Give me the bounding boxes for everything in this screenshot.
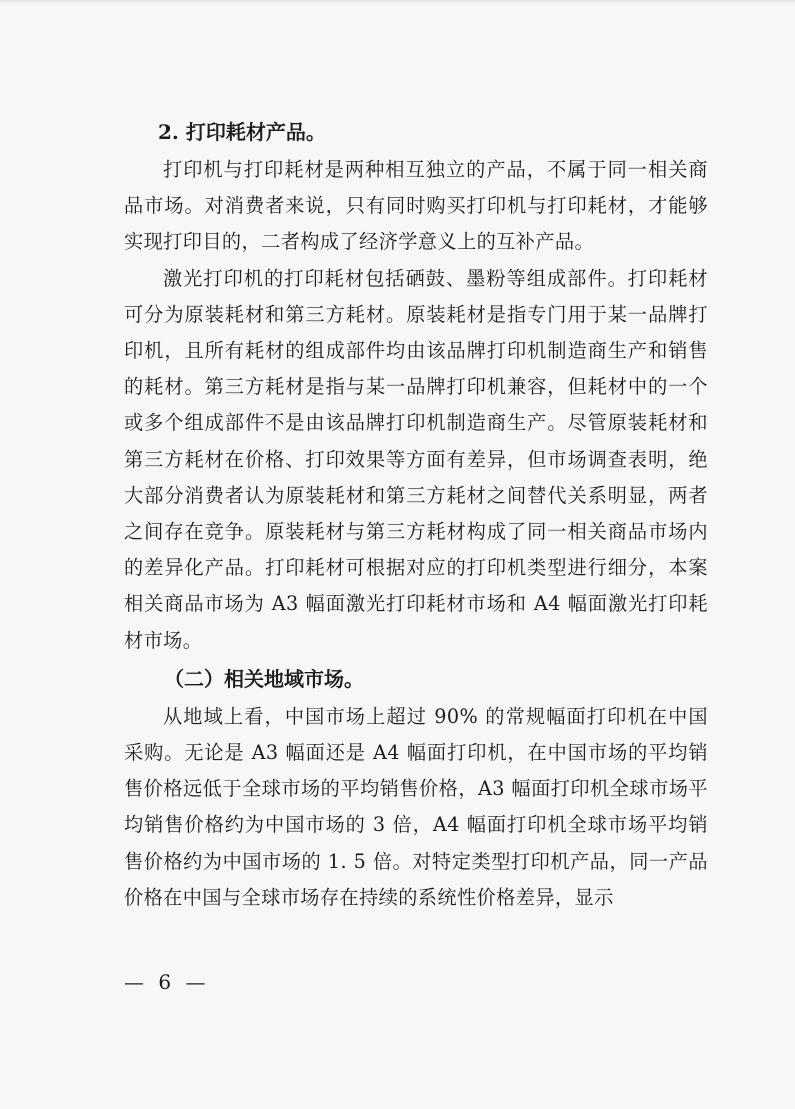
section-heading-printing-consumables: 2. 打印耗材产品。 bbox=[158, 120, 326, 144]
section-heading-geographic-market: （二）相关地域市场。 bbox=[164, 666, 364, 691]
page-number: — 6 — bbox=[124, 970, 210, 994]
paragraph-complementary-products: 打印机与打印耗材是两种相互独立的产品，不属于同一相关商品市场。对消费者来说，只有同时购买打印机与打印耗材，才能够实现打印目的，二者构成了经济学意义上的互补产品。 bbox=[124, 158, 708, 254]
document-body bbox=[124, 112, 708, 916]
scan-edge bbox=[0, 0, 795, 4]
paragraph-consumables-definition: 激光打印机的打印耗材包括硒鼓、墨粉等组成部件。打印耗材可分为原装耗材和第三方耗材。原装耗材是指专门用于某一品牌打印机，且所有耗材的组成部件均由该品牌打印机制造商生产和销售的耗材。第三方耗材是指与某一品牌打印机兼容，但耗材中的一个或多个组成部件不是由该品牌打印机制造商生产。尽管原装耗材和第三方耗材在价格、打印效果等方面有差异，但市场调查表明，绝大部分消费者认为原装耗材和第三方耗材之间替代关系明显，两者之间存在竞争。原装耗材与第三方耗材构成了同一相关商品市场内的差异化产品。打印耗材可根据对应的打印机类型进行细分，本案相关商品市场为 A3 幅面激光打印耗材市场和 A4 幅面激光打印耗材市场。 bbox=[124, 266, 708, 652]
paragraph-geographic-market: 从地域上看，中国市场上超过 90% 的常规幅面打印机在中国采购。无论是 A3 幅面还是 A4 幅面打印机，在中国市场的平均销售价格远低于全球市场的平均销售价格，A3 幅面打印机全球市场平均销售价格约为中国市场的 3 倍，A4 幅面打印机全球市场平均销售价格约为中国市场的 1. 5 倍。对特定类型打印机产品，同一产品价格在中国与全球市场存在持续的系统性价格差异，显示 bbox=[124, 704, 708, 909]
